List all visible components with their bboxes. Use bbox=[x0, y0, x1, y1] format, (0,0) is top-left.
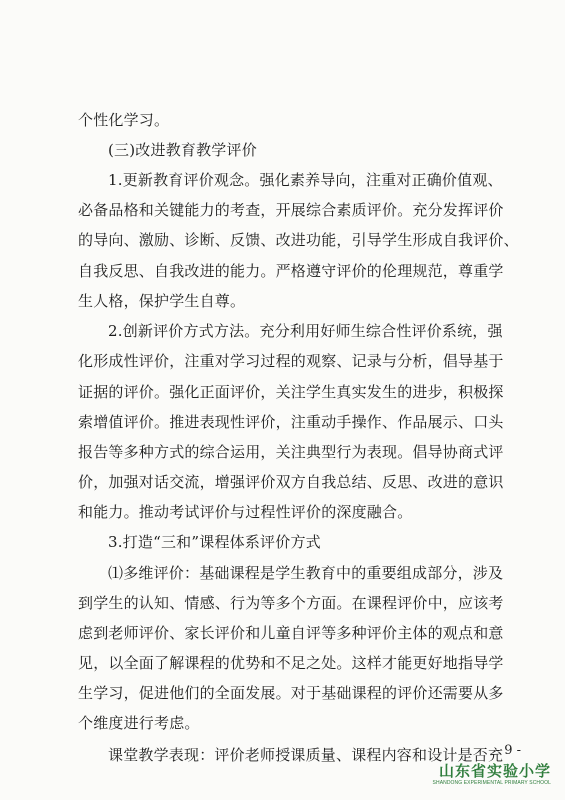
subsection-heading: 3.打造“三和”课程体系评价方式 bbox=[108, 533, 321, 551]
body-line: 2.创新评价方式方法。充分利用好师生综合性评价系统，强 bbox=[108, 322, 503, 340]
body-line: ⑴多维评价：基础课程是学生教育中的重要组成部分，涉及 bbox=[108, 564, 504, 582]
page-number: - 9 - bbox=[495, 743, 521, 758]
body-line: 1.更新教育评价观念。强化素养导向，注重对正确价值观、 bbox=[108, 171, 503, 189]
body-line: 索增值评价。推进表现性评价，注重动手操作、作品展示、口头 bbox=[78, 413, 504, 431]
section-heading: (三)改进教育教学评价 bbox=[108, 141, 257, 159]
school-logo bbox=[433, 762, 551, 787]
school-logo-name: 山东省实验小学 bbox=[438, 762, 551, 780]
body-line: 必备品格和关键能力的考查，开展综合素质评价。充分发挥评价 bbox=[78, 201, 504, 219]
school-logo-subtitle: SHANDONG EXPERIMENTAL PRIMARY SCHOOL bbox=[432, 780, 551, 786]
body-line: 虑到老师评价、家长评价和儿童自评等多种评价主体的观点和意 bbox=[78, 624, 504, 642]
body-line: 化形成性评价，注重对学习过程的观察、记录与分析，倡导基于 bbox=[78, 352, 504, 370]
body-line: 个维度进行考虑。 bbox=[78, 714, 200, 732]
body-line: 的导向、激励、诊断、反馈、改进功能，引导学生形成自我评价、 bbox=[78, 231, 519, 249]
body-line: 生学习，促进他们的全面发展。对于基础课程的评价还需要从多 bbox=[78, 684, 504, 702]
body-line: 自我反思、自我改进的能力。严格遵守评价的伦理规范，尊重学 bbox=[78, 262, 504, 280]
body-line: 生人格，保护学生自尊。 bbox=[78, 292, 246, 310]
body-line: 报告等多种方式的综合运用，关注典型行为表现。倡导协商式评 bbox=[78, 443, 504, 461]
body-line: 和能力。推动考试评价与过程性评价的深度融合。 bbox=[78, 503, 413, 521]
body-line: 证据的评价。强化正面评价，关注学生真实发生的进步，积极探 bbox=[78, 383, 504, 401]
body-line: 见，以全面了解课程的优势和不足之处。这样才能更好地指导学 bbox=[78, 654, 504, 672]
body-line: 个性化学习。 bbox=[78, 111, 170, 129]
body-line: 课堂教学表现：评价老师授课质量、课程内容和设计是否充 bbox=[108, 746, 504, 764]
body-line: 到学生的认知、情感、行为等多个方面。在课程评价中，应该考 bbox=[78, 594, 504, 612]
body-line: 价，加强对话交流，增强评价双方自我总结、反思、改进的意识 bbox=[78, 473, 504, 491]
